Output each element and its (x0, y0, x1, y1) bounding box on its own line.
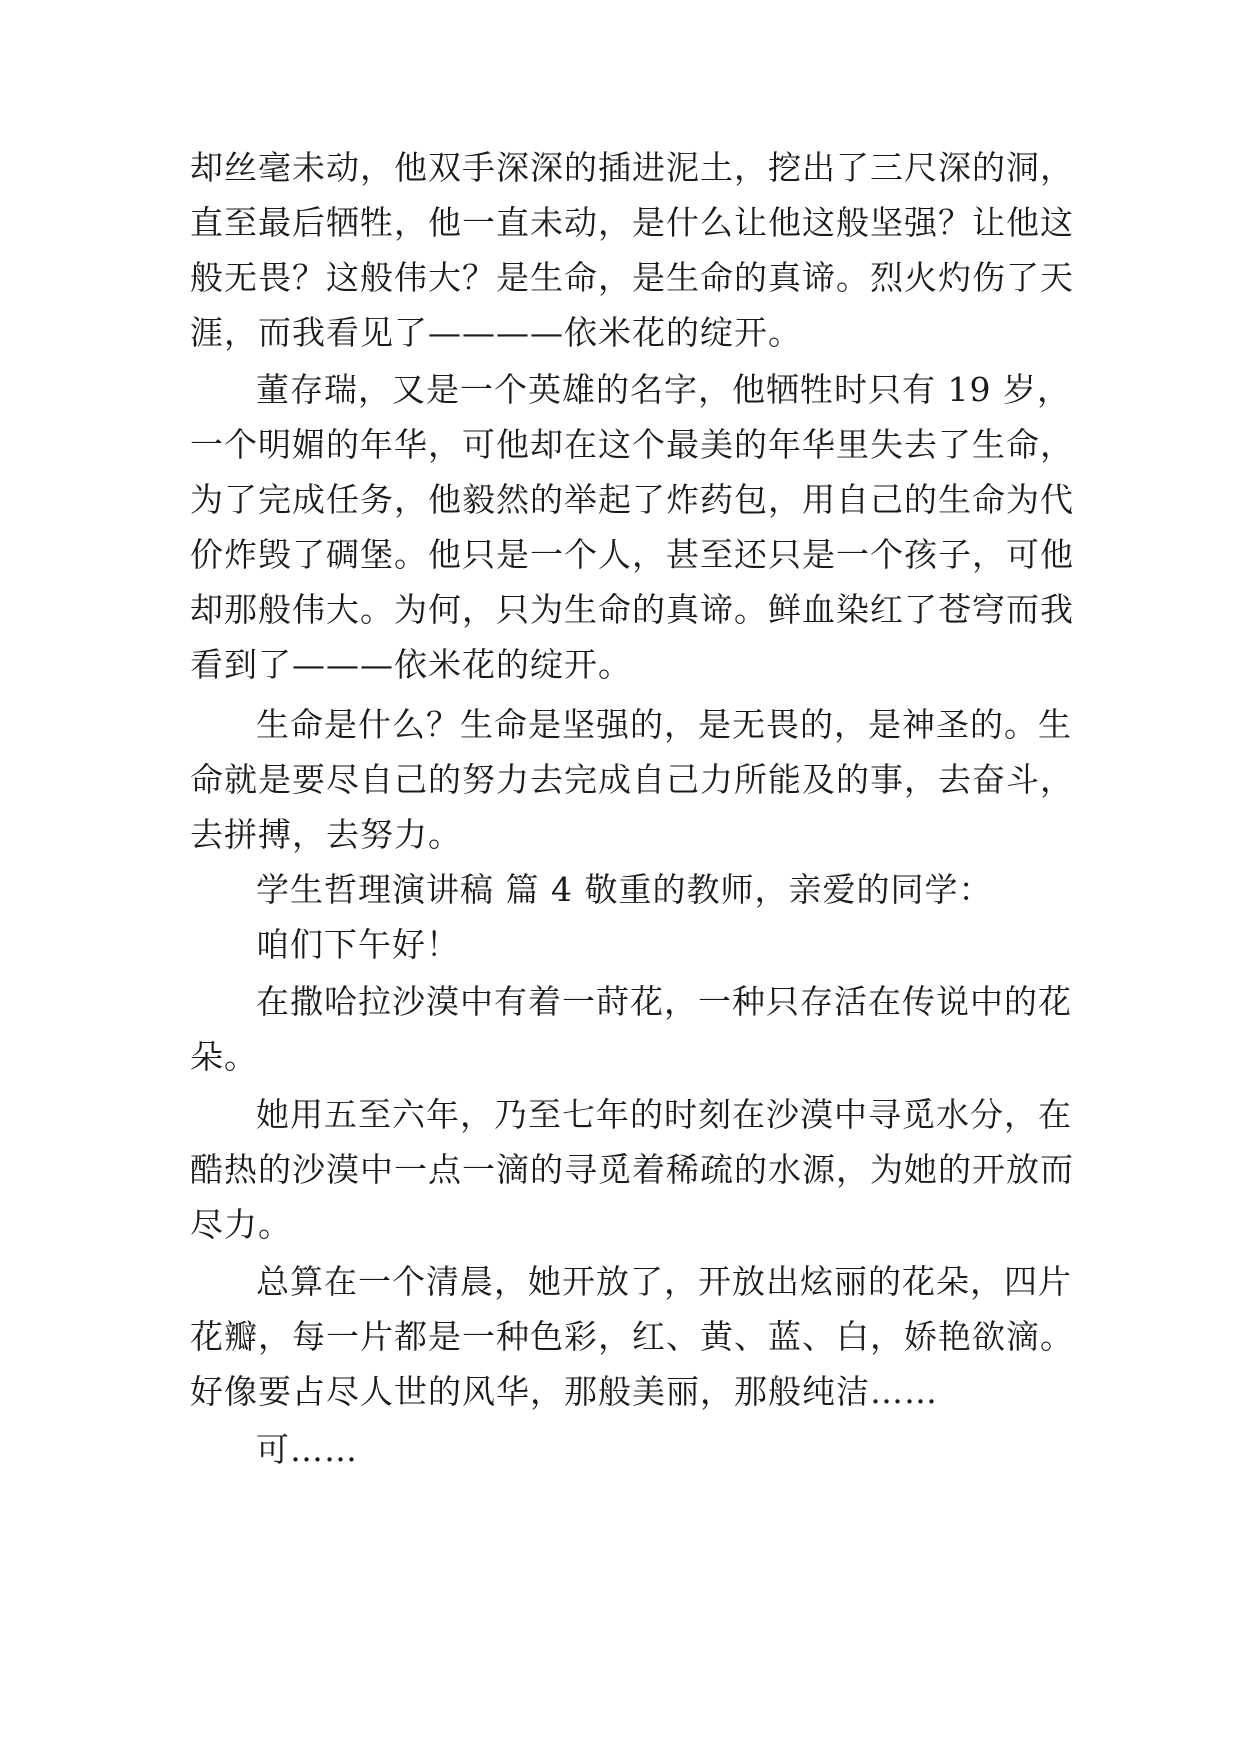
paragraph-first-line: 可…… (256, 1430, 358, 1469)
text-line: 一个明媚的年华，可他却在这个最美的年华里失去了生命， (190, 425, 1074, 464)
text-line: 般无畏？这般伟大？是生命，是生命的真谛。烈火灼伤了天 (190, 258, 1074, 297)
paragraph-first-line: 总算在一个清晨，她开放了，开放出炫丽的花朵，四片 (256, 1262, 1072, 1301)
text-line: 直至最后牺牲，他一直未动，是什么让他这般坚强？让他这 (190, 203, 1074, 242)
paragraph-first-line: 生命是什么？生命是坚强的，是无畏的，是神圣的。生 (256, 705, 1072, 744)
text-line: 却丝毫未动，他双手深深的插进泥土，挖出了三尺深的洞， (190, 148, 1074, 187)
text-line: 却那般伟大。为何，只为生命的真谛。鲜血染红了苍穹而我 (190, 590, 1074, 629)
text-line: 价炸毁了碉堡。他只是一个人，甚至还只是一个孩子，可他 (190, 535, 1074, 574)
section-heading-line: 学生哲理演讲稿 篇 4 敬重的教师，亲爱的同学： (256, 870, 993, 909)
text-line: 命就是要尽自己的努力去完成自己力所能及的事，去奋斗， (190, 760, 1074, 799)
paragraph-first-line: 她用五至六年，乃至七年的时刻在沙漠中寻觅水分，在 (256, 1095, 1072, 1134)
text-line: 花瓣，每一片都是一种色彩，红、黄、蓝、白，娇艳欲滴。 (190, 1317, 1074, 1356)
paragraph-first-line: 董存瑞，又是一个英雄的名字，他牺牲时只有 19 岁， (256, 370, 1071, 409)
paragraph-first-line: 在撒哈拉沙漠中有着一莳花，一种只存活在传说中的花 (256, 982, 1072, 1021)
text-line: 涯，而我看见了————依米花的绽开。 (190, 313, 802, 352)
text-line: 朵。 (190, 1037, 258, 1076)
text-line: 看到了———依米花的绽开。 (190, 645, 632, 684)
text-line: 好像要占尽人世的风华，那般美丽，那般纯洁…… (190, 1372, 938, 1411)
text-line: 为了完成任务，他毅然的举起了炸药包，用自己的生命为代 (190, 480, 1074, 519)
text-line: 尽力。 (190, 1205, 292, 1244)
text-line: 酷热的沙漠中一点一滴的寻觅着稀疏的水源，为她的开放而 (190, 1150, 1074, 1189)
greeting-line: 咱们下午好！ (256, 925, 460, 964)
text-line: 去拼搏，去努力。 (190, 815, 462, 854)
